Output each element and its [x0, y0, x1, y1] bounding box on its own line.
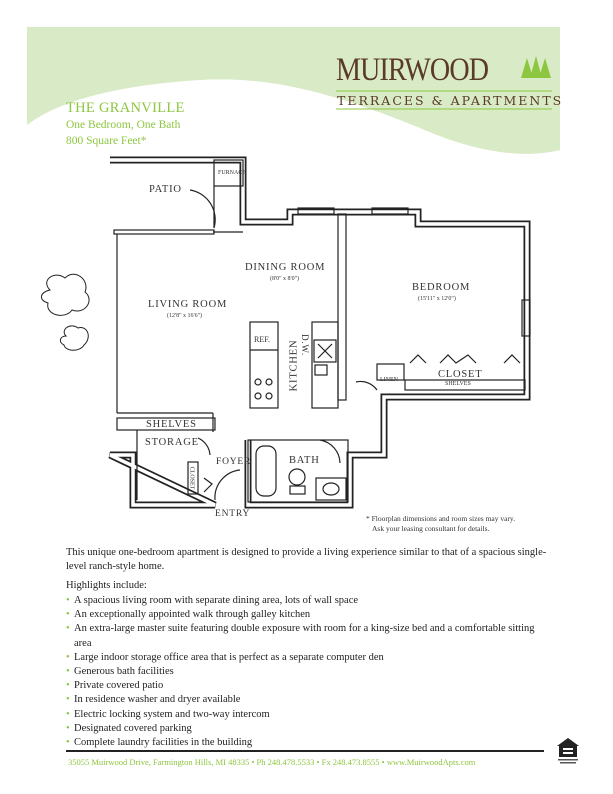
equal-housing-icon [556, 737, 580, 765]
highlights-list [66, 594, 554, 750]
room-label-furnace: FURNACE [218, 170, 247, 176]
list-item: • In residence washer and dryer available [66, 693, 554, 707]
room-label-patio: PATIO [149, 184, 182, 195]
note-line: * Floorplan dimensions and room sizes may vary. [366, 514, 516, 523]
logo-tagline: TERRACES & APARTMENTS [337, 93, 564, 108]
highlights-label: Highlights include: [66, 580, 147, 591]
list-item: • An extra-large master suite featuring double exposure with room for a king-size bed and a comfortable sitting area [66, 622, 554, 650]
dining-size: (8'0" x 8'0") [270, 276, 300, 282]
decorative-shrubs [41, 274, 89, 350]
ref-label: REF. [254, 335, 271, 344]
room-label-closet: CLOSET [438, 369, 483, 380]
list-item: • Generous bath facilities [66, 665, 554, 679]
list-item: • Designated covered parking [66, 722, 554, 736]
room-label-living: LIVING ROOM [148, 299, 228, 310]
living-size: (12'8" x 16'6") [167, 313, 203, 319]
bedroom-size: (15'11" x 12'0") [418, 296, 456, 302]
room-label-kitchen: KITCHEN [288, 339, 300, 392]
closet-shelves-label: SHELVES [445, 381, 471, 387]
description: This unique one-bedroom apartment is designed to provide a living experience similar to that of a spacious single-level ranch-style home. [66, 547, 547, 572]
footer-divider [66, 750, 544, 752]
entry-label: ENTRY [215, 509, 251, 519]
list-item: • A spacious living room with separate dining area, lots of wall space [66, 594, 554, 608]
shelves-label: SHELVES [146, 419, 197, 430]
plan-rooms: One Bedroom, One Bath [66, 119, 181, 131]
room-label-bedroom: BEDROOM [412, 282, 471, 293]
room-label-foyer: FOYER [216, 457, 252, 467]
plan-title: THE GRANVILLE [66, 100, 185, 116]
list-item: • An exceptionally appointed walk through galley kitchen [66, 608, 554, 622]
room-label-storage: STORAGE [145, 437, 199, 448]
small-closet-label: CLOSET [188, 466, 195, 490]
list-item: • Private covered patio [66, 679, 554, 693]
dw-label: D.W. [299, 334, 310, 356]
footer-contact: 35055 Muirwood Drive, Farmington Hills, MI 48335 • Ph 248.478.5533 • Fx 248.473.8555 • www.MuirwoodApts.com [68, 757, 476, 767]
floorplan-disclaimer [366, 514, 515, 534]
list-item: • Complete laundry facilities in the building [66, 736, 554, 750]
logo-name: MUIRWOOD [336, 52, 489, 88]
plan-size: 800 Square Feet* [66, 135, 147, 147]
list-item: • Large indoor storage office area that is perfect as a separate computer den [66, 651, 554, 665]
linen-label: LINEN [380, 377, 398, 383]
note-line: Ask your leasing consultant for details. [372, 524, 490, 533]
room-label-bath: BATH [289, 455, 320, 466]
room-label-dining: DINING ROOM [245, 262, 326, 273]
list-item: • Electric locking system and two-way intercom [66, 708, 554, 722]
